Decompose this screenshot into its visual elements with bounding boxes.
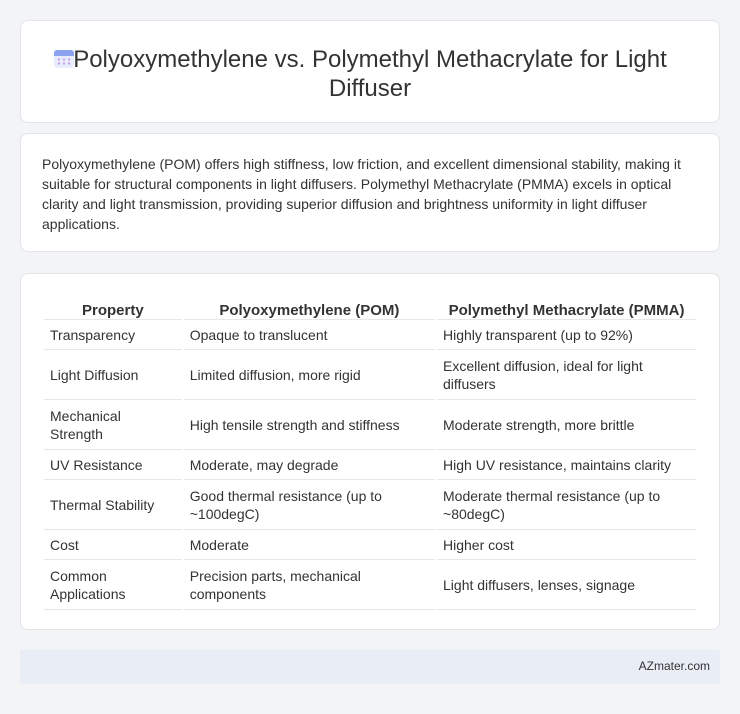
footer-brand: AZmater.com [638, 659, 710, 673]
table-header-row [44, 296, 696, 320]
property-cell: Light Diffusion [44, 350, 182, 400]
comparison-card [20, 273, 720, 630]
pom-cell: Moderate, may degrade [184, 450, 435, 480]
pmma-cell: Excellent diffusion, ideal for light diffusers [437, 350, 696, 400]
pom-cell: Good thermal resistance (up to ~100degC) [184, 480, 435, 530]
pmma-cell: Higher cost [437, 530, 696, 560]
property-cell: Common Applications [44, 560, 182, 610]
table-row [44, 530, 696, 560]
table-row [44, 450, 696, 480]
pmma-cell: Moderate thermal resistance (up to ~80degC) [437, 480, 696, 530]
property-cell: Cost [44, 530, 182, 560]
pmma-cell: Light diffusers, lenses, signage [437, 560, 696, 610]
property-cell: UV Resistance [44, 450, 182, 480]
property-cell: Mechanical Strength [44, 400, 182, 450]
table-row [44, 400, 696, 450]
intro-paragraph: Polyoxymethylene (POM) offers high stiffness, low friction, and excellent dimensional stability, making it suitable for structural components in light diffusers. Polymethyl Methacrylate (PMMA) excels in optical clarity and light transmission, providing superior diffusion and brightness uniformity in light diffuser applications. [42, 156, 681, 232]
table-row [44, 560, 696, 610]
intro-card [20, 133, 720, 252]
footer-bar [20, 650, 720, 684]
header-property: Property [44, 296, 182, 320]
header-card [20, 20, 720, 123]
pom-cell: Opaque to translucent [184, 320, 435, 350]
header-pmma: Polymethyl Methacrylate (PMMA) [437, 296, 696, 320]
pmma-cell: High UV resistance, maintains clarity [437, 450, 696, 480]
pmma-cell: Highly transparent (up to 92%) [437, 320, 696, 350]
pom-cell: Moderate [184, 530, 435, 560]
page-title: Polyoxymethylene vs. Polymethyl Methacrylate for Light Diffuser [73, 46, 667, 102]
table-row [44, 320, 696, 350]
header-pom: Polyoxymethylene (POM) [184, 296, 435, 320]
pom-cell: Limited diffusion, more rigid [184, 350, 435, 400]
pmma-cell: Moderate strength, more brittle [437, 400, 696, 450]
property-cell: Thermal Stability [44, 480, 182, 530]
table-row [44, 480, 696, 530]
pom-cell: High tensile strength and stiffness [184, 400, 435, 450]
property-cell: Transparency [44, 320, 182, 350]
pom-cell: Precision parts, mechanical components [184, 560, 435, 610]
comparison-table [42, 296, 698, 610]
table-row [44, 350, 696, 400]
